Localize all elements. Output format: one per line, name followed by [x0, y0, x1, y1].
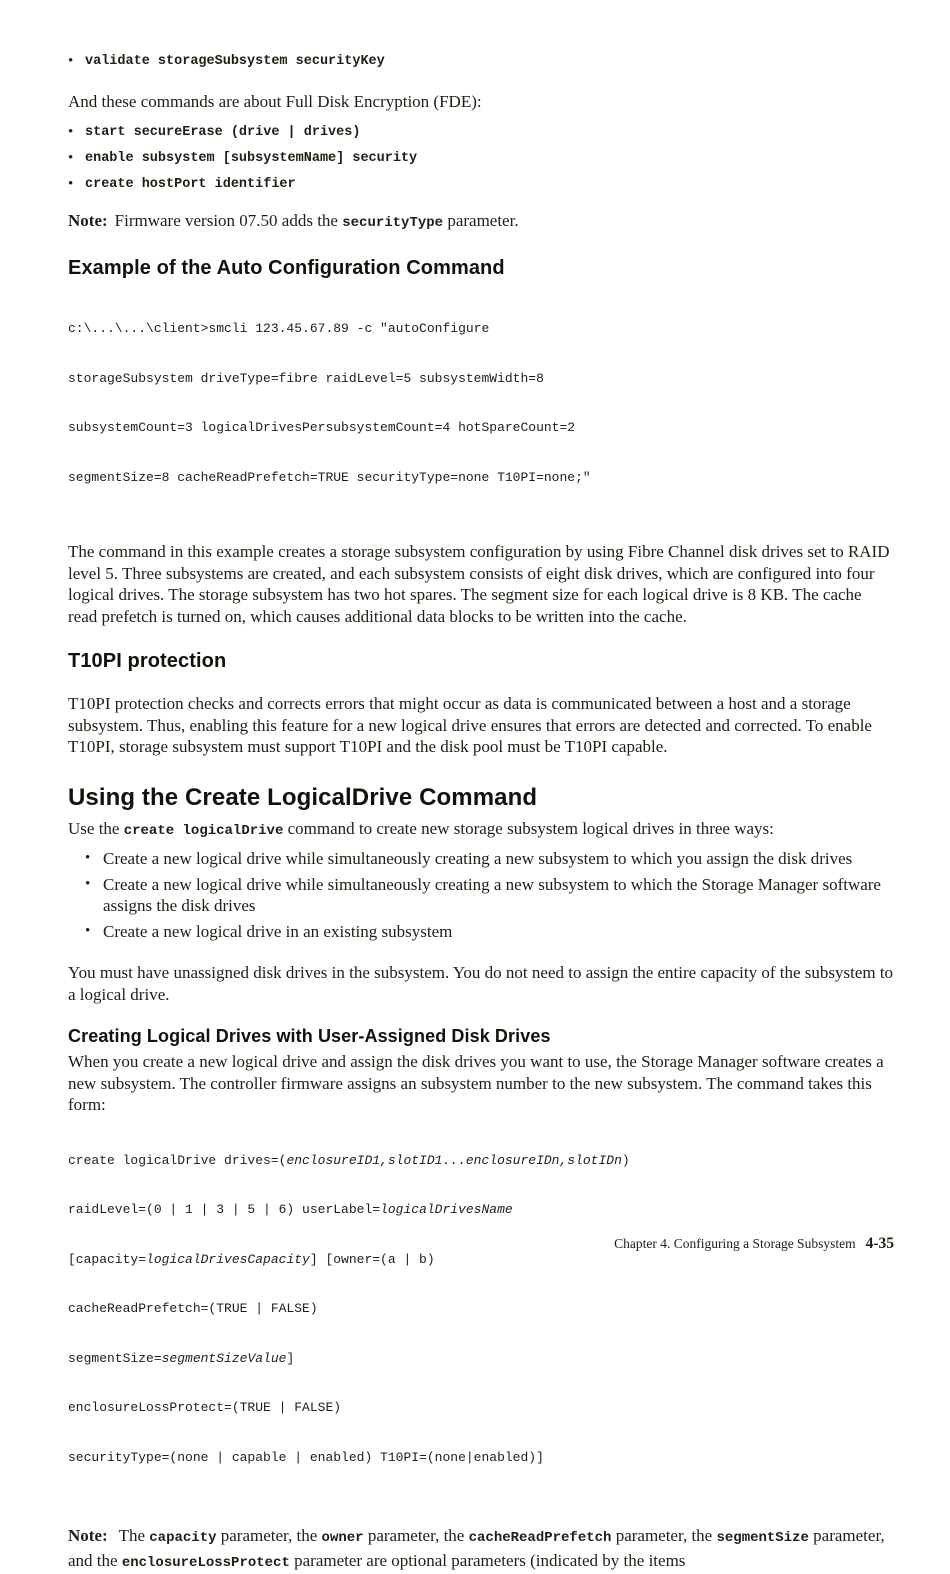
paragraph-unassigned-drives: You must have unassigned disk drives in the subsystem. You do not need to assign the entire capacity of the subsystem to a logical drive.: [68, 963, 894, 1004]
fde-intro-paragraph: And these commands are about Full Disk Encryption (FDE):: [68, 92, 482, 111]
heading-using-create-logicaldrive: Using the Create LogicalDrive Command: [68, 783, 538, 811]
paragraph-user-assigned: When you create a new logical drive and assign the disk drives you want to use, the Storage Manager software creates a new subsystem. The controller firmware assigns an subsystem number to the new subsystem. The command takes this form:: [68, 1052, 884, 1114]
note-label: Note:: [68, 1526, 108, 1545]
command-list-item: • validate storageSubsystem securityKey: [68, 54, 894, 69]
footer-page-number: 4-35: [865, 1235, 894, 1252]
code-line: create logicalDrive drives=(enclosureID1,slotID1...enclosureIDn,slotIDn): [68, 1152, 630, 1168]
footer-chapter-title: Chapter 4. Configuring a Storage Subsystem: [614, 1236, 856, 1251]
inline-code-enclosurelossprotect: enclosureLossProtect: [121, 1554, 290, 1571]
paragraph-auto-config-description: The command in this example creates a storage subsystem configuration by using Fibre Channel disk drives set to RAID level 5. Three subsystems are created, and each subsystem consists of eight disk drives, which are configured into four logical drives. The storage subsystem has two hot spares. The segment size for each logical drive is 8 KB. The cache read prefetch is turned on, which causes additional data blocks to be written into the cache.: [68, 542, 890, 626]
code-block-create-logicaldrive: [68, 1120, 894, 1500]
paragraph-use-create: [68, 818, 894, 843]
code-line: c:\...\...\client>smcli 123.45.67.89 -c "autoConfigure: [68, 321, 490, 336]
inline-code-capacity: capacity: [149, 1530, 217, 1546]
command-list-item: • create hostPort identifier: [68, 177, 894, 192]
code-line: cacheReadPrefetch=(TRUE | FALSE): [68, 1301, 318, 1316]
fde-command-list: [68, 125, 894, 192]
inline-code-segmentsize: segmentSize: [716, 1530, 809, 1546]
code-line: [capacity=logicalDrivesCapacity] [owner=(a | b): [68, 1251, 435, 1267]
note-text: Firmware version 07.50 adds the: [114, 210, 343, 230]
command-list-item: • start secureErase (drive | drives): [68, 125, 894, 140]
heading-auto-configuration-example: Example of the Auto Configuration Command: [68, 257, 505, 279]
page-footer: [614, 1235, 894, 1253]
inline-code-cachereadprefetch: cacheReadPrefetch: [468, 1530, 612, 1546]
code-line: enclosureLossProtect=(TRUE | FALSE): [68, 1400, 342, 1415]
validate-command-list: [68, 54, 894, 69]
command-list-item: • enable subsystem [subsystemName] security: [68, 151, 894, 166]
code-variable: enclosureID1,slotID1...enclosureIDn,slotIDn: [286, 1152, 622, 1168]
code-line: storageSubsystem driveType=fibre raidLevel=5 subsystemWidth=8: [68, 370, 544, 386]
paragraph-t10pi: T10PI protection checks and corrects errors that might occur as data is communicated between a host and a storage subsystem. Thus, enabling this feature for a new logical drive ensures that errors are detected and corrected. To enable T10PI, storage subsystem must support T10PI and the disk pool must be T10PI capable.: [68, 694, 872, 756]
code-line: segmentSize=segmentSizeValue]: [68, 1350, 295, 1366]
inline-code-securitytype: securityType: [342, 214, 444, 231]
code-line: segmentSize=8 cacheReadPrefetch=TRUE securityType=none T10PI=none;": [68, 469, 591, 485]
code-block-auto-configure: [68, 288, 894, 519]
paragraph-text: Use the: [68, 818, 124, 838]
heading-user-assigned-drives: Creating Logical Drives with User-Assigned Disk Drives: [68, 1026, 551, 1046]
code-variable: logicalDrivesName: [380, 1202, 513, 1217]
list-item: • Create a new logical drive while simultaneously creating a new subsystem to which the Storage Manager software assigns the disk drives: [85, 874, 894, 917]
inline-code-owner: owner: [321, 1530, 364, 1546]
inline-code-create-logicaldrive: create logicalDrive: [123, 822, 284, 839]
code-line: securityType=(none | capable | enabled) T10PI=(none|enabled)]: [68, 1449, 544, 1465]
code-variable: logicalDrivesCapacity: [146, 1251, 310, 1267]
note-label: Note:: [68, 210, 108, 230]
note-firmware: [68, 210, 894, 235]
heading-t10pi-protection: T10PI protection: [68, 650, 227, 672]
list-item: • Create a new logical drive while simultaneously creating a new subsystem to which you assign the disk drives: [85, 848, 894, 870]
code-variable: segmentSizeValue: [161, 1350, 287, 1366]
note-optional-parameters: Note: The capacity parameter, the owner parameter, the cacheReadPrefetch parameter, the segmentSize parameter, and the enclosureLossProtect parameter are optional parameters (indicated by the items: [68, 1526, 885, 1571]
code-line: raidLevel=(0 | 1 | 3 | 5 | 6) userLabel=logicalDrivesName: [68, 1202, 513, 1217]
create-ways-list: [85, 848, 894, 942]
paragraph-text: command to create new storage subsystem logical drives in three ways:: [283, 818, 774, 838]
note-text: parameter.: [443, 210, 519, 230]
list-item: • Create a new logical drive in an existing subsystem: [85, 921, 894, 943]
code-line: subsystemCount=3 logicalDrivesPersubsystemCount=4 hotSpareCount=2: [68, 420, 576, 435]
